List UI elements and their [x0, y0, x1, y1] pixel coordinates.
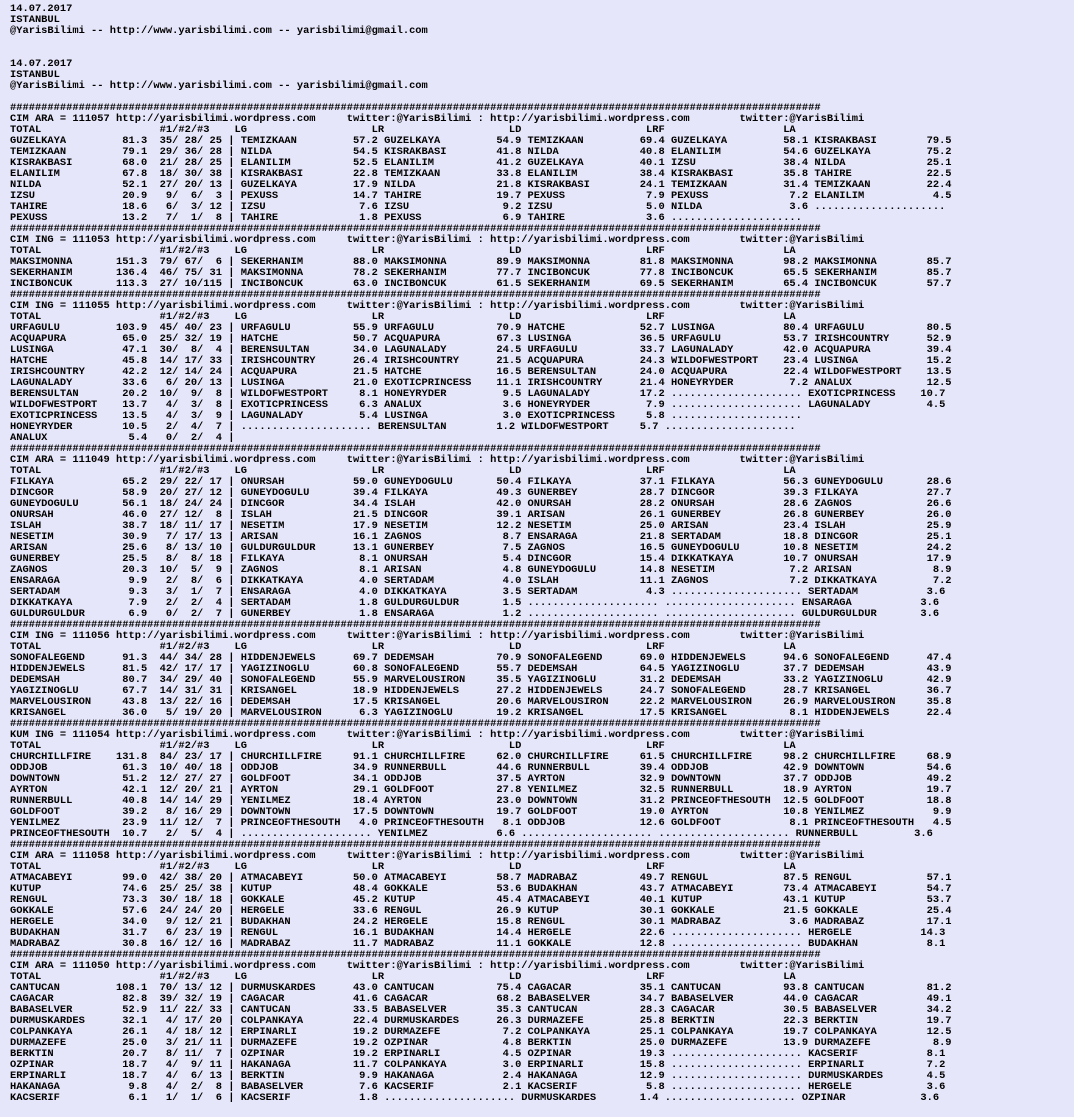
runner-row: FILKAYA 65.2 29/ 22/ 17 | ONURSAH 59.0 GUNEYDOGULU 50.4 FILKAYA 37.1 FILKAYA 56.3 GUNEYDOGULU 28.6 — [10, 476, 952, 488]
column-header-line: TOTAL #1/#2/#3 LG LR LD LRF LA — [10, 971, 796, 983]
section-divider: ################################################################################################################################## — [10, 223, 821, 235]
report-text — [10, 4, 1074, 1104]
runner-row: KRISANGEL 36.0 5/ 19/ 20 | MARVELOUSIRON 6.3 YAGIZINOGLU 19.2 KRISANGEL 17.5 KRISANGEL 8.1 HIDDENJEWELS 22.4 — [10, 707, 952, 719]
runner-row: ISLAH 38.7 18/ 11/ 17 | NESETIM 17.9 NESETIM 12.2 NESETIM 25.0 ARISAN 23.4 ISLAH 25.9 — [10, 520, 952, 532]
runner-row: CAGACAR 82.8 39/ 32/ 19 | CAGACAR 41.6 CAGACAR 68.2 BABASELVER 34.7 BABASELVER 44.0 CAGACAR 49.1 — [10, 993, 952, 1005]
column-header-line: TOTAL #1/#2/#3 LG LR LD LRF LA — [10, 124, 796, 136]
runner-row: HATCHE 45.8 14/ 17/ 33 | IRISHCOUNTRY 26.4 IRISHCOUNTRY 21.5 ACQUAPURA 24.3 WILDOFWESTPORT 23.4 LUSINGA 15.2 — [10, 355, 952, 367]
section-divider: ################################################################################################################################## — [10, 289, 821, 301]
runner-row: IRISHCOUNTRY 42.2 12/ 14/ 24 | ACQUAPURA 21.5 HATCHE 16.5 BERENSULTAN 24.0 ACQUAPURA 22.4 WILDOFWESTPORT 13.5 — [10, 366, 952, 378]
section-divider: ################################################################################################################################## — [10, 839, 821, 851]
runner-row: DINCGOR 58.9 20/ 27/ 12 | GUNEYDOGULU 39.4 FILKAYA 49.3 GUNERBEY 28.7 DINCGOR 39.3 FILKAYA 27.7 — [10, 487, 952, 499]
race-header-line: CIM ING = 111055 http://yarisbilimi.wordpress.com twitter:@YarisBilimi : http://yarisbilimi.wordpress.com twitter:@YarisBilimi — [10, 300, 865, 312]
runner-row: OZPINAR 18.7 4/ 9/ 11 | HAKANAGA 11.7 COLPANKAYA 3.0 ERPINARLI 15.8 ..................... ERPINARLI 7.2 — [10, 1059, 946, 1071]
runner-row: SERTADAM 9.3 3/ 1/ 7 | ENSARAGA 4.0 DIKKATKAYA 3.5 SERTADAM 4.3 ..................... SERTADAM 3.6 — [10, 586, 946, 598]
runner-row: GUNERBEY 25.5 8/ 8/ 18 | FILKAYA 8.1 ONURSAH 5.4 DINCGOR 15.4 DIKKATKAYA 10.7 ONURSAH 17.9 — [10, 553, 952, 565]
runner-row: HIDDENJEWELS 81.5 42/ 17/ 17 | YAGIZINOGLU 60.8 SONOFALEGEND 55.7 DEDEMSAH 64.5 YAGIZINOGLU 37.7 DEDEMSAH 43.9 — [10, 663, 952, 675]
runner-row: HERGELE 34.0 9/ 12/ 21 | BUDAKHAN 24.2 HERGELE 15.8 RENGUL 30.1 MADRABAZ 3.6 MADRABAZ 17.1 — [10, 916, 952, 928]
blank-line — [10, 37, 1074, 48]
runner-row: GUNEYDOGULU 56.1 18/ 24/ 24 | DINCGOR 34.4 ISLAH 42.0 ONURSAH 28.2 ONURSAH 28.6 ZAGNOS 26.6 — [10, 498, 952, 510]
column-header-line: TOTAL #1/#2/#3 LG LR LD LRF LA — [10, 311, 796, 323]
race-header-line: CIM ARA = 111057 http://yarisbilimi.wordpress.com twitter:@YarisBilimi : http://yarisbilimi.wordpress.com twitter:@YarisBilimi — [10, 113, 865, 125]
section-divider: ################################################################################################################################## — [10, 619, 821, 631]
runner-row: TEMIZKAAN 79.1 29/ 36/ 28 | NILDA 54.5 KISRAKBASI 41.8 NILDA 40.8 ELANILIM 54.6 GUZELKAYA 75.2 — [10, 146, 952, 158]
runner-row: ENSARAGA 9.9 2/ 8/ 6 | DIKKATKAYA 4.0 SERTADAM 4.0 ISLAH 11.1 ZAGNOS 7.2 DIKKATKAYA 7.2 — [10, 575, 952, 587]
race-header-line: CIM ARA = 111049 http://yarisbilimi.wordpress.com twitter:@YarisBilimi : http://yarisbilimi.wordpress.com twitter:@YarisBilimi — [10, 454, 865, 466]
runner-row: BERKTIN 20.7 8/ 11/ 7 | OZPINAR 19.2 ERPINARLI 4.5 OZPINAR 19.3 ..................... KACSERIF 8.1 — [10, 1048, 946, 1060]
runner-row: MARVELOUSIRON 43.8 13/ 22/ 16 | DEDEMSAH 17.5 KRISANGEL 20.6 MARVELOUSIRON 22.2 MARVELOUSIRON 26.9 MARVELOUSIRON 35.8 — [10, 696, 952, 708]
runner-row: GOLDFOOT 39.2 8/ 16/ 29 | DOWNTOWN 17.5 DOWNTOWN 19.7 GOLDFOOT 19.0 AYRTON 10.8 YENILMEZ 9.9 — [10, 806, 952, 818]
runner-row: NESETIM 30.9 7/ 17/ 13 | ARISAN 16.1 ZAGNOS 8.7 ENSARAGA 21.8 SERTADAM 18.8 DINCGOR 25.1 — [10, 531, 952, 543]
runner-row: ANALUX 5.4 0/ 2/ 4 | — [10, 432, 235, 444]
runner-row: BERENSULTAN 20.2 10/ 9/ 8 | WILDOFWESTPORT 8.1 HONEYRYDER 9.5 LAGUNALADY 17.2 ..................... EXOTICPRINCESS 10.7 — [10, 388, 946, 400]
runner-row: RUNNERBULL 40.8 14/ 14/ 29 | YENILMEZ 18.4 AYRTON 23.0 DOWNTOWN 31.2 PRINCEOFTHESOUTH 12.5 GOLDFOOT 18.8 — [10, 795, 952, 807]
runner-row: MAKSIMONNA 151.3 79/ 67/ 6 | SEKERHANIM 88.0 MAKSIMONNA 89.9 MAKSIMONNA 81.8 MAKSIMONNA 98.2 MAKSIMONNA 85.7 — [10, 256, 952, 268]
runner-row: TAHIRE 18.6 6/ 3/ 12 | IZSU 7.6 IZSU 9.2 IZSU 5.0 NILDA 3.6 ..................... — [10, 201, 946, 213]
runner-row: KUTUP 74.6 25/ 25/ 38 | KUTUP 48.4 GOKKALE 53.6 BUDAKHAN 43.7 ATMACABEYI 73.4 ATMACABEYI 54.7 — [10, 883, 952, 895]
runner-row: SEKERHANIM 136.4 46/ 75/ 31 | MAKSIMONNA 78.2 SEKERHANIM 77.7 INCIBONCUK 77.8 INCIBONCUK 65.5 SEKERHANIM 85.7 — [10, 267, 952, 279]
runner-row: PEXUSS 13.2 7/ 1/ 8 | TAHIRE 1.8 PEXUSS 6.9 TAHIRE 3.6 ..................... — [10, 212, 802, 224]
runner-row: LUSINGA 47.1 30/ 8/ 4 | BERENSULTAN 34.0 LAGUNALADY 24.5 URFAGULU 33.7 LAGUNALADY 42.0 ACQUAPURA 39.4 — [10, 344, 952, 356]
runner-row: ZAGNOS 20.3 10/ 5/ 9 | ZAGNOS 8.1 ARISAN 4.8 GUNEYDOGULU 14.8 NESETIM 7.2 ARISAN 8.9 — [10, 564, 952, 576]
column-header-line: TOTAL #1/#2/#3 LG LR LD LRF LA — [10, 641, 796, 653]
date-line: 14.07.2017 — [10, 3, 73, 15]
runner-row: CHURCHILLFIRE 131.8 84/ 23/ 17 | CHURCHILLFIRE 91.1 CHURCHILLFIRE 62.0 CHURCHILLFIRE 61.5 CHURCHILLFIRE 98.2 CHURCHILLFIRE 68.9 — [10, 751, 952, 763]
race-header-line: CIM ARA = 111050 http://yarisbilimi.wordpress.com twitter:@YarisBilimi : http://yarisbilimi.wordpress.com twitter:@YarisBilimi — [10, 960, 865, 972]
runner-row: PRINCEOFTHESOUTH 10.7 2/ 5/ 4 | ..................... YENILMEZ 6.6 ..................... ..................... RUNNERBULL 3.6 — [10, 828, 933, 840]
runner-row: HONEYRYDER 10.5 2/ 4/ 7 | ..................... BERENSULTAN 1.2 WILDOFWESTPORT 5.7 ..................... — [10, 421, 796, 433]
race-header-line: CIM ING = 111056 http://yarisbilimi.wordpress.com twitter:@YarisBilimi : http://yarisbilimi.wordpress.com twitter:@YarisBilimi — [10, 630, 865, 642]
runner-row: INCIBONCUK 113.3 27/ 10/115 | INCIBONCUK 63.0 INCIBONCUK 61.5 SEKERHANIM 69.5 SEKERHANIM 65.4 INCIBONCUK 57.7 — [10, 278, 952, 290]
runner-row: DIKKATKAYA 7.9 2/ 2/ 4 | SERTADAM 1.8 GULDURGULDUR 1.5 ..................... ..................... ENSARAGA 3.6 — [10, 597, 940, 609]
runner-row: CANTUCAN 108.1 70/ 13/ 12 | DURMUSKARDES 43.0 CANTUCAN 75.4 CAGACAR 35.1 CANTUCAN 93.8 CANTUCAN 81.2 — [10, 982, 952, 994]
blank-line — [10, 48, 1074, 59]
runner-row: HAKANAGA 9.8 4/ 2/ 8 | BABASELVER 7.6 KACSERIF 2.1 KACSERIF 5.8 ..................... HERGELE 3.6 — [10, 1081, 946, 1093]
runner-row: MADRABAZ 30.8 16/ 12/ 16 | MADRABAZ 11.7 MADRABAZ 11.1 GOKKALE 12.8 ..................... BUDAKHAN 8.1 — [10, 938, 946, 950]
text-line: @YarisBilimi -- http://www.yarisbilimi.com -- yarisbilimi@gmail.com — [10, 80, 428, 92]
runner-row: WILDOFWESTPORT 13.7 4/ 3/ 8 | EXOTICPRINCESS 6.3 ANALUX 3.6 HONEYRYDER 7.9 ..................... LAGUNALADY 4.5 — [10, 399, 946, 411]
runner-row: DURMAZEFE 25.0 3/ 21/ 11 | DURMAZEFE 19.2 OZPINAR 4.8 BERKTIN 25.0 DURMAZEFE 13.9 DURMAZEFE 8.9 — [10, 1037, 952, 1049]
runner-row: NILDA 52.1 27/ 20/ 13 | GUZELKAYA 17.9 NILDA 21.8 KISRAKBASI 24.1 TEMIZKAAN 31.4 TEMIZKAAN 22.4 — [10, 179, 952, 191]
runner-row: GOKKALE 57.6 24/ 24/ 20 | HERGELE 33.6 RENGUL 26.9 KUTUP 30.1 GOKKALE 21.5 GOKKALE 25.4 — [10, 905, 952, 917]
section-divider: ################################################################################################################################## — [10, 443, 821, 455]
race-header-line: CIM ING = 111053 http://yarisbilimi.wordpress.com twitter:@YarisBilimi : http://yarisbilimi.wordpress.com twitter:@YarisBilimi — [10, 234, 865, 246]
runner-row: COLPANKAYA 26.1 4/ 18/ 12 | ERPINARLI 19.2 DURMAZEFE 7.2 COLPANKAYA 25.1 COLPANKAYA 19.7 COLPANKAYA 12.5 — [10, 1026, 952, 1038]
runner-row: ARISAN 25.6 8/ 13/ 10 | GULDURGULDUR 13.1 GUNERBEY 7.5 ZAGNOS 16.5 GUNEYDOGULU 10.8 NESETIM 24.2 — [10, 542, 952, 554]
runner-row: ODDJOB 61.3 10/ 40/ 18 | ODDJOB 34.9 RUNNERBULL 44.6 RUNNERBULL 39.4 ODDJOB 42.9 DOWNTOWN 54.6 — [10, 762, 952, 774]
runner-row: EXOTICPRINCESS 13.5 4/ 3/ 9 | LAGUNALADY 5.4 LUSINGA 3.0 EXOTICPRINCESS 5.8 ..................... — [10, 410, 802, 422]
runner-row: ONURSAH 46.0 27/ 12/ 8 | ISLAH 21.5 DINCGOR 39.1 ARISAN 26.1 GUNERBEY 26.8 GUNERBEY 26.0 — [10, 509, 952, 521]
runner-row: GULDURGULDUR 6.9 0/ 2/ 7 | GUNERBEY 1.8 ENSARAGA 1.2 ..................... ..................... GULDURGULDUR 3.6 — [10, 608, 940, 620]
runner-row: LAGUNALADY 33.6 6/ 20/ 13 | LUSINGA 21.0 EXOTICPRINCESS 11.1 IRISHCOUNTRY 21.4 HONEYRYDER 7.2 ANALUX 12.5 — [10, 377, 952, 389]
text-line: ISTANBUL — [10, 14, 60, 26]
runner-row: ELANILIM 67.8 18/ 30/ 38 | KISRAKBASI 22.8 TEMIZKAAN 33.8 ELANILIM 38.4 KISRAKBASI 35.8 TAHIRE 22.5 — [10, 168, 952, 180]
section-divider: ################################################################################################################################## — [10, 718, 821, 730]
text-line: ISTANBUL — [10, 69, 60, 81]
section-divider: ################################################################################################################################## — [10, 102, 821, 114]
race-header-line: KUM ING = 111054 http://yarisbilimi.wordpress.com twitter:@YarisBilimi : http://yarisbilimi.wordpress.com twitter:@YarisBilimi — [10, 729, 865, 741]
runner-row: KACSERIF 6.1 1/ 1/ 6 | KACSERIF 1.8 ..................... DURMUSKARDES 1.4 ..................... OZPINAR 3.6 — [10, 1092, 940, 1104]
runner-row: DEDEMSAH 80.7 34/ 29/ 40 | SONOFALEGEND 55.9 MARVELOUSIRON 35.5 YAGIZINOGLU 31.2 DEDEMSAH 33.2 YAGIZINOGLU 42.9 — [10, 674, 952, 686]
runner-row: SONOFALEGEND 91.3 44/ 34/ 28 | HIDDENJEWELS 69.7 DEDEMSAH 70.9 SONOFALEGEND 69.0 HIDDENJEWELS 94.6 SONOFALEGEND 47.4 — [10, 652, 952, 664]
runner-row: AYRTON 42.1 12/ 20/ 21 | AYRTON 29.1 GOLDFOOT 27.8 YENILMEZ 32.5 RUNNERBULL 18.9 AYRTON 19.7 — [10, 784, 952, 796]
runner-row: RENGUL 73.3 30/ 18/ 18 | GOKKALE 45.2 KUTUP 45.4 ATMACABEYI 40.1 KUTUP 43.1 KUTUP 53.7 — [10, 894, 952, 906]
runner-row: YENILMEZ 23.9 11/ 12/ 7 | PRINCEOFTHESOUTH 4.0 PRINCEOFTHESOUTH 8.1 ODDJOB 12.6 GOLDFOOT 8.1 PRINCEOFTHESOUTH 4.5 — [10, 817, 952, 829]
column-header-line: TOTAL #1/#2/#3 LG LR LD LRF LA — [10, 861, 796, 873]
runner-row: IZSU 20.9 9/ 6/ 3 | PEXUSS 14.7 TAHIRE 19.7 PEXUSS 7.9 PEXUSS 7.2 ELANILIM 4.5 — [10, 190, 952, 202]
runner-row: BABASELVER 52.9 11/ 22/ 33 | CANTUCAN 33.5 BABASELVER 35.3 CANTUCAN 28.3 CAGACAR 30.5 BABASELVER 34.2 — [10, 1004, 952, 1016]
race-header-line: CIM ARA = 111058 http://yarisbilimi.wordpress.com twitter:@YarisBilimi : http://yarisbilimi.wordpress.com twitter:@YarisBilimi — [10, 850, 865, 862]
runner-row: DOWNTOWN 51.2 12/ 27/ 27 | GOLDFOOT 34.1 ODDJOB 37.5 AYRTON 32.9 DOWNTOWN 37.7 ODDJOB 49.2 — [10, 773, 952, 785]
runner-row: ACQUAPURA 65.0 25/ 32/ 19 | HATCHE 50.7 ACQUAPURA 67.3 LUSINGA 36.5 URFAGULU 53.7 IRISHCOUNTRY 52.9 — [10, 333, 952, 345]
runner-row: URFAGULU 103.9 45/ 40/ 23 | URFAGULU 55.9 URFAGULU 70.9 HATCHE 52.7 LUSINGA 80.4 URFAGULU 80.5 — [10, 322, 952, 334]
column-header-line: TOTAL #1/#2/#3 LG LR LD LRF LA — [10, 465, 796, 477]
runner-row: ATMACABEYI 99.0 42/ 38/ 20 | ATMACABEYI 50.0 ATMACABEYI 58.7 MADRABAZ 49.7 RENGUL 87.5 RENGUL 57.1 — [10, 872, 952, 884]
runner-row: DURMUSKARDES 32.1 4/ 17/ 20 | COLPANKAYA 22.4 DURMUSKARDES 26.3 DURMAZEFE 25.8 BERKTIN 22.3 BERKTIN 19.7 — [10, 1015, 952, 1027]
runner-row: KISRAKBASI 68.0 21/ 28/ 25 | ELANILIM 52.5 ELANILIM 41.2 GUZELKAYA 40.1 IZSU 38.4 NILDA 25.1 — [10, 157, 952, 169]
column-header-line: TOTAL #1/#2/#3 LG LR LD LRF LA — [10, 740, 796, 752]
date-line: 14.07.2017 — [10, 58, 73, 70]
runner-row: GUZELKAYA 81.3 35/ 28/ 25 | TEMIZKAAN 57.2 GUZELKAYA 54.9 TEMIZKAAN 69.4 GUZELKAYA 58.1 KISRAKBASI 79.5 — [10, 135, 952, 147]
runner-row: BUDAKHAN 31.7 6/ 23/ 19 | RENGUL 16.1 BUDAKHAN 14.4 HERGELE 22.6 ..................... HERGELE 14.3 — [10, 927, 946, 939]
runner-row: ERPINARLI 18.7 4/ 6/ 13 | BERKTIN 9.9 HAKANAGA 2.4 HAKANAGA 12.9 ..................... DURMUSKARDES 4.5 — [10, 1070, 946, 1082]
column-header-line: TOTAL #1/#2/#3 LG LR LD LRF LA — [10, 245, 796, 257]
runner-row: YAGIZINOGLU 67.7 14/ 31/ 31 | KRISANGEL 18.9 HIDDENJEWELS 27.2 HIDDENJEWELS 24.7 SONOFALEGEND 28.7 KRISANGEL 36.7 — [10, 685, 952, 697]
text-line: @YarisBilimi -- http://www.yarisbilimi.com -- yarisbilimi@gmail.com — [10, 25, 428, 37]
section-divider: ################################################################################################################################## — [10, 949, 821, 961]
